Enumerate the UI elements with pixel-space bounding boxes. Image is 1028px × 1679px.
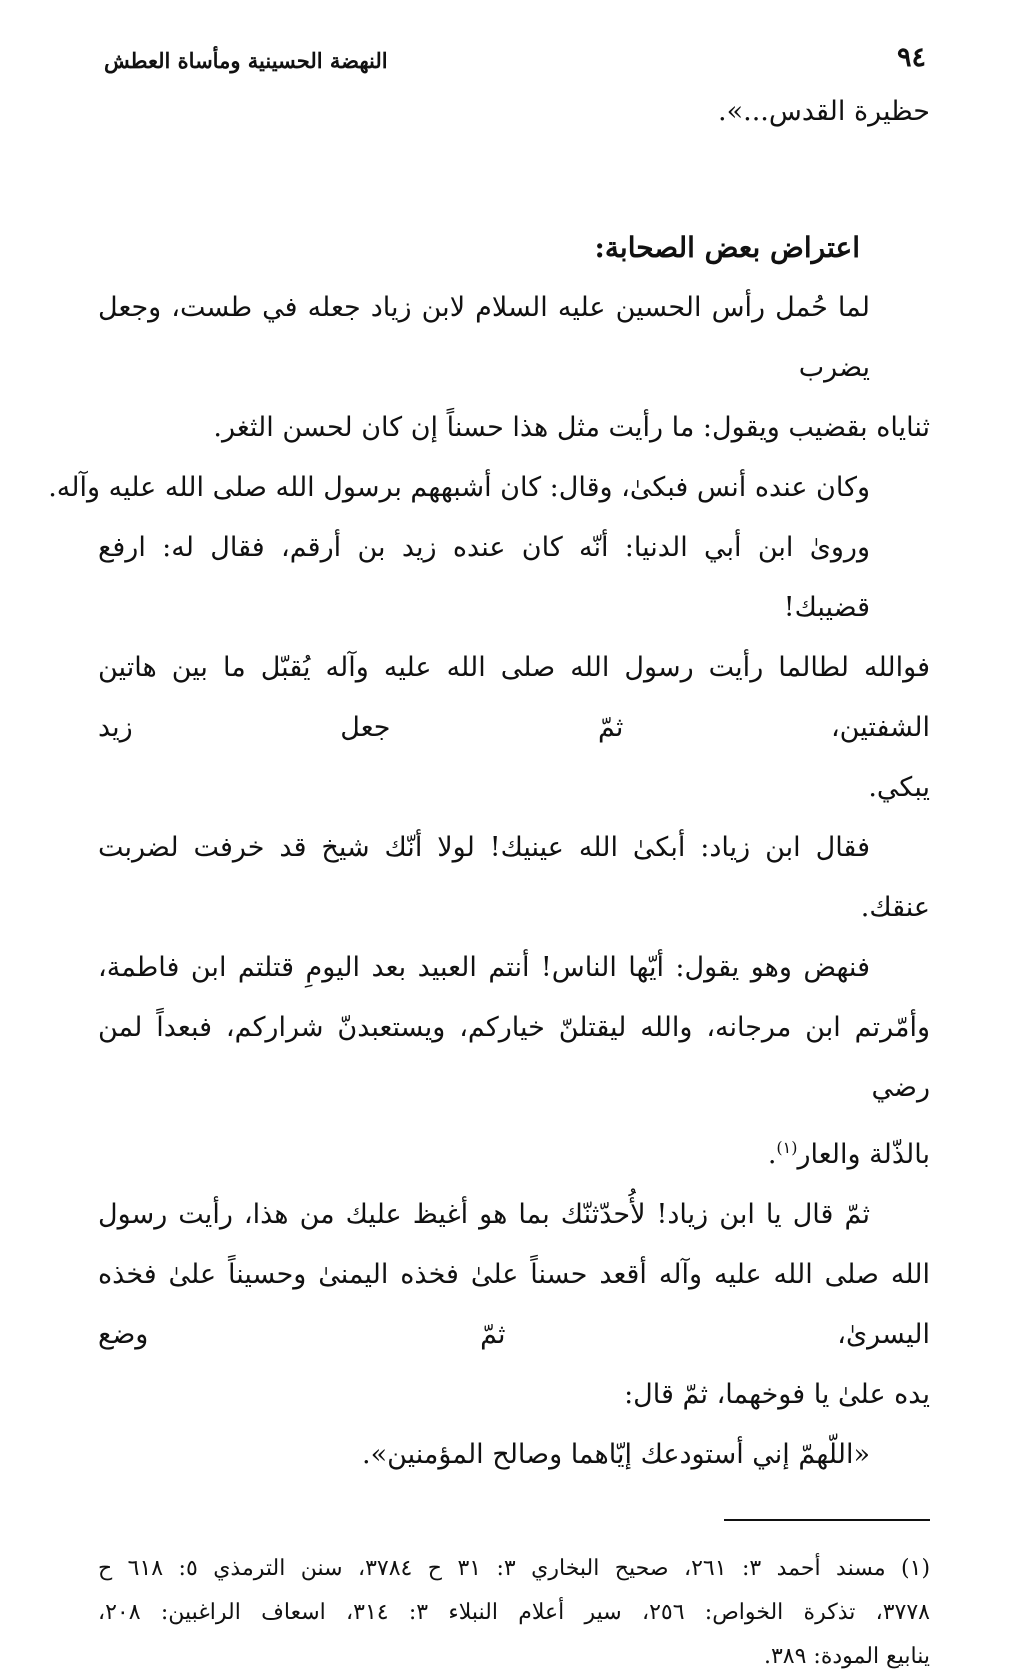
continuation-line: حظيرة القدس...».	[718, 96, 930, 127]
page-header	[98, 42, 930, 82]
paragraph-6-line-1: ثمّ قال يا ابن زياد! لأُحدّثنّك بما هو أغيظ عليك من هذا، رأيت رسول	[98, 1199, 870, 1230]
running-head: النهضة الحسينية ومأساة العطش	[104, 48, 388, 73]
paragraph-5-line-3-end: .	[767, 1139, 777, 1170]
quotation: «اللّهمّ إني أستودعك إيّاهما وصالح المؤمنين».	[361, 1439, 870, 1470]
footnote-reference[interactable]: (١)	[776, 1138, 798, 1157]
footnote-line-1: (١) مسند أحمد ٣: ٢٦١، صحيح البخاري ٣: ٣١ ح ٣٧٨٤، سنن الترمذي ٥: ٦١٨ ح	[98, 1556, 931, 1581]
paragraph-2: وكان عنده أنس فبكىٰ، وقال: كان أشبههم برسول الله صلى الله عليه وآله.	[48, 472, 870, 503]
page-number: ٩٤	[896, 42, 926, 73]
paragraph-4-line-1: فقال ابن زياد: أبكىٰ الله عينيك! لولا أنّك شيخ قد خرفت لضربت	[98, 832, 870, 863]
section-heading: اعتراض بعض الصحابة:	[594, 231, 860, 264]
footnote-divider	[724, 1519, 930, 1521]
paragraph-5-line-3-text: بالذّلة والعار	[797, 1139, 930, 1170]
paragraph-4-line-2: عنقك.	[860, 892, 930, 923]
footnote-line-2: ٣٧٧٨، تذكرة الخواص: ٢٥٦، سير أعلام النبلاء ٣: ٣١٤، اسعاف الراغبين: ٢٠٨،	[98, 1600, 930, 1625]
paragraph-6-line-3: يده علىٰ يا فوخهما، ثمّ قال:	[624, 1379, 930, 1410]
paragraph-5-line-3	[98, 1118, 930, 1185]
paragraph-1-line-2: ثناياه بقضيب ويقول: ما رأيت مثل هذا حسناً إن كان لحسن الثغر.	[213, 412, 930, 443]
paragraph-5-line-2: وأمّرتم ابن مرجانه، والله ليقتلنّ خياركم، ويستعبدنّ شراركم، فبعداً لمن رضي	[98, 1012, 930, 1103]
paragraph-3-line-1: وروىٰ ابن أبي الدنيا: أنّه كان عنده زيد بن أرقم، فقال له: ارفع قضيبك!	[98, 532, 870, 623]
footnotes	[98, 1547, 930, 1679]
paragraph-5-line-1: فنهض وهو يقول: أيّها الناس! أنتم العبيد بعد اليومِ قتلتم ابن فاطمة،	[98, 952, 870, 983]
book-page	[48, 42, 931, 1679]
paragraph-6-line-2: الله صلى الله عليه وآله أقعد حسناً علىٰ فخذه اليمنىٰ وحسيناً علىٰ فخذه اليسرىٰ، ثمّ وضع	[98, 1259, 930, 1350]
paragraph-1-line-1: لما حُمل رأس الحسين عليه السلام لابن زياد جعله في طست، وجعل يضرب	[98, 292, 870, 383]
footnote-line-3: ينابيع المودة: ٣٨٩.	[763, 1644, 930, 1669]
paragraph-3-line-2: فوالله لطالما رأيت رسول الله صلى الله عليه وآله يُقبّل ما بين هاتين الشفتين، ثمّ جعل زيد	[98, 652, 930, 743]
paragraph-3-line-3: يبكي.	[868, 772, 930, 803]
